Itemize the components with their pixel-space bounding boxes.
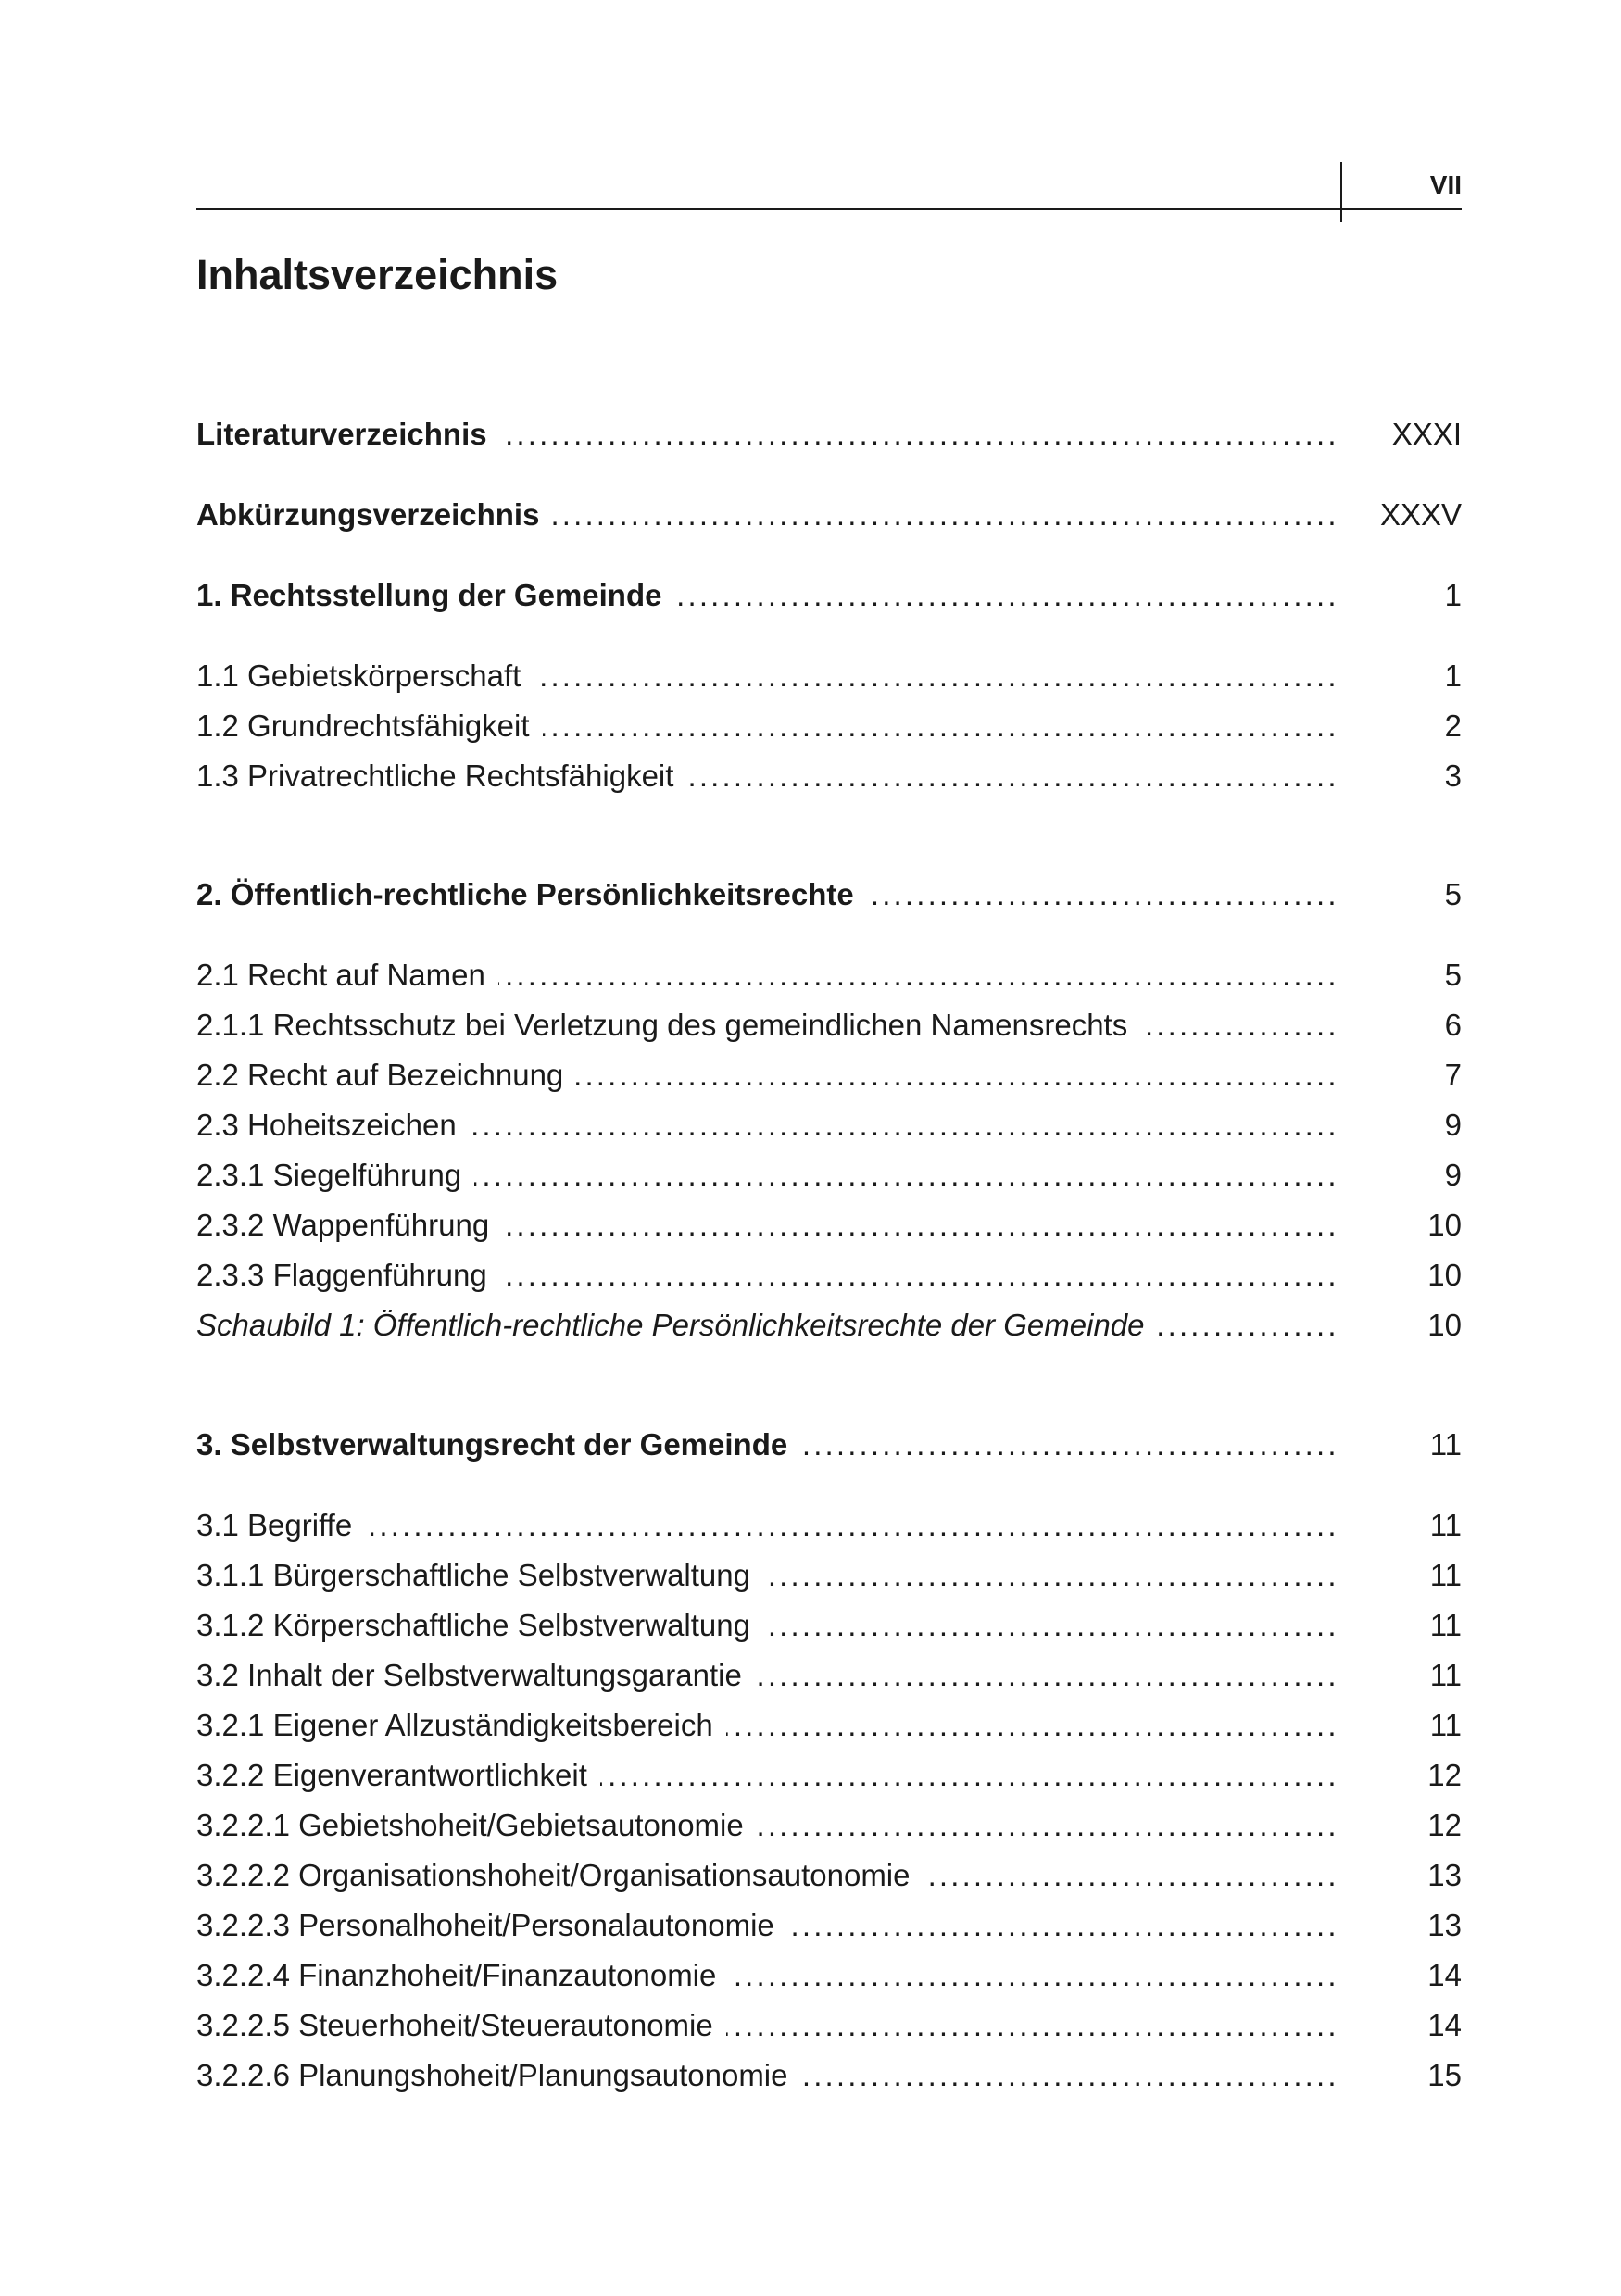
toc-entry-page: 10 <box>1427 1308 1462 1342</box>
toc-entry-page: 11 <box>1429 1508 1462 1542</box>
toc-entry <box>196 1804 1462 1847</box>
toc-entry-page: 12 <box>1427 1758 1462 1792</box>
toc-entry <box>196 1204 1462 1247</box>
toc-entry-title: Abkürzungsverzeichnis <box>196 497 552 532</box>
toc-entry-leader <box>196 1254 1341 1297</box>
toc-entry-title: 2.1 Recht auf Namen <box>196 958 498 992</box>
toc-entry-leader <box>196 705 1341 747</box>
toc-entry-title: 2.3 Hoheitszeichen <box>196 1108 470 1142</box>
toc-entry <box>196 954 1462 997</box>
toc-entry-title: 3.2.2.2 Organisationshoheit/Organisationsautonomie <box>196 1858 924 1892</box>
toc-entry-title: 2.3.1 Siegelführung <box>196 1158 474 1192</box>
toc-entry-page: 14 <box>1427 2008 1462 2042</box>
toc-entry <box>196 1004 1462 1047</box>
toc-entry <box>196 1604 1462 1647</box>
toc-entry <box>196 655 1462 697</box>
toc-entry-page: 11 <box>1429 1608 1462 1642</box>
toc-entry-title: 1.1 Gebietskörperschaft <box>196 659 534 693</box>
toc-entry-page: XXXI <box>1391 417 1462 451</box>
toc-entry-leader <box>196 1554 1341 1597</box>
toc-entry-leader <box>196 1704 1341 1747</box>
toc-entry-page: 15 <box>1427 2058 1462 2092</box>
toc-entry-title: 2.3.3 Flaggenführung <box>196 1258 500 1292</box>
toc-entry-leader <box>196 1954 1341 1997</box>
toc-entry-page: 11 <box>1429 1558 1462 1592</box>
toc-entry-title: 3.2 Inhalt der Selbstverwaltungsgarantie <box>196 1658 755 1692</box>
toc-entry <box>196 873 1462 916</box>
page-number: VII <box>1429 170 1462 199</box>
toc-entry-leader <box>196 1604 1341 1647</box>
toc-entry-title: 3.1 Begriffe <box>196 1508 365 1542</box>
toc-entry-leader <box>196 1204 1341 1247</box>
toc-entry-leader <box>196 1154 1341 1197</box>
toc-entry-title: 3.2.2.4 Finanzhoheit/Finanzautonomie <box>196 1958 729 1992</box>
toc-entry <box>196 1504 1462 1547</box>
toc-entry-title: 1.3 Privatrechtliche Rechtsfähigkeit <box>196 759 686 793</box>
toc-entry-page: 6 <box>1444 1008 1462 1042</box>
toc-entry-page: 14 <box>1427 1958 1462 1992</box>
toc-entry <box>196 1304 1462 1347</box>
toc-entry-page: 13 <box>1427 1908 1462 1942</box>
toc-entry-title: 3.2.2.1 Gebietshoheit/Gebietsautonomie <box>196 1808 757 1842</box>
toc-entry <box>196 1654 1462 1697</box>
toc-entry-page: 12 <box>1427 1808 1462 1842</box>
toc-entry-leader <box>196 2054 1341 2097</box>
toc-entry-leader <box>196 574 1341 617</box>
toc-entry-leader <box>196 1804 1341 1847</box>
toc-entry-title: 3.1.2 Körperschaftliche Selbstverwaltung <box>196 1608 763 1642</box>
toc-entry-page: 3 <box>1444 759 1462 793</box>
toc-entry-title: Schaubild 1: Öffentlich-rechtliche Persönlichkeitsrechte der Gemeinde <box>196 1308 1158 1342</box>
toc-entry <box>196 1254 1462 1297</box>
toc-entry-page: 5 <box>1444 958 1462 992</box>
toc-entry-page: 11 <box>1429 1708 1462 1742</box>
toc-entry <box>196 1904 1462 1947</box>
toc-entry-page: 1 <box>1444 578 1462 612</box>
toc-entry-page: 5 <box>1444 877 1462 911</box>
toc-entry <box>196 755 1462 797</box>
toc-entry-page: 10 <box>1427 1258 1462 1292</box>
toc-entry-page: XXXV <box>1379 497 1462 532</box>
toc-entry-leader <box>196 1854 1341 1897</box>
page-title: Inhaltsverzeichnis <box>196 251 559 298</box>
toc-entry-page: 7 <box>1444 1058 1462 1092</box>
toc-entry-leader <box>196 655 1341 697</box>
toc-entry-leader <box>196 755 1341 797</box>
toc-entry <box>196 1954 1462 1997</box>
toc-entry-leader <box>196 1424 1341 1466</box>
toc-entry-page: 11 <box>1429 1658 1462 1692</box>
toc-entry-title: 2. Öffentlich-rechtliche Persönlichkeitsrechte <box>196 877 867 911</box>
toc-entry-page: 2 <box>1444 709 1462 743</box>
toc-entry <box>196 413 1462 456</box>
toc-entry-title: 3.2.2.6 Planungshoheit/Planungsautonomie <box>196 2058 801 2092</box>
toc-entry <box>196 2004 1462 2047</box>
toc-entry-page: 9 <box>1444 1158 1462 1192</box>
toc-entry-title: Literaturverzeichnis <box>196 417 500 451</box>
toc-entry-title: 2.2 Recht auf Bezeichnung <box>196 1058 576 1092</box>
toc-entry <box>196 1104 1462 1147</box>
toc-entry-title: 1. Rechtsstellung der Gemeinde <box>196 578 674 612</box>
toc-entry <box>196 1154 1462 1197</box>
toc-entry-leader <box>196 1504 1341 1547</box>
toc-entry-leader <box>196 1104 1341 1147</box>
toc-entry <box>196 1424 1462 1466</box>
toc-entry <box>196 1704 1462 1747</box>
toc-entry-page: 9 <box>1444 1108 1462 1142</box>
header-rule <box>196 208 1462 210</box>
toc-entry <box>196 574 1462 617</box>
toc-entry <box>196 1554 1462 1597</box>
toc-entry-title: 3.1.1 Bürgerschaftliche Selbstverwaltung <box>196 1558 763 1592</box>
toc-entry-page: 11 <box>1429 1427 1462 1462</box>
toc-entry <box>196 705 1462 747</box>
toc-entry-title: 3.2.1 Eigener Allzuständigkeitsbereich <box>196 1708 726 1742</box>
toc-entry-title: 3.2.2 Eigenverantwortlichkeit <box>196 1758 600 1792</box>
toc-entry <box>196 2054 1462 2097</box>
toc-entry-leader <box>196 954 1341 997</box>
toc-entry-leader <box>196 2004 1341 2047</box>
toc-entry-leader <box>196 1654 1341 1697</box>
toc-entry-leader <box>196 1754 1341 1797</box>
toc-entry-leader <box>196 413 1341 456</box>
toc-entry-title: 2.3.2 Wappenführung <box>196 1208 502 1242</box>
toc-entry <box>196 1854 1462 1897</box>
toc-entry <box>196 1054 1462 1097</box>
toc-entry-title: 1.2 Grundrechtsfähigkeit <box>196 709 543 743</box>
toc-entry-leader <box>196 1304 1341 1347</box>
toc-entry <box>196 494 1462 536</box>
toc-entry-title: 3.2.2.5 Steuerhoheit/Steuerautonomie <box>196 2008 726 2042</box>
toc-entry <box>196 1754 1462 1797</box>
toc-entry-leader <box>196 1054 1341 1097</box>
header-vertical-rule <box>1340 162 1342 222</box>
toc-entry-title: 3.2.2.3 Personalhoheit/Personalautonomie <box>196 1908 787 1942</box>
toc-entry-leader <box>196 873 1341 916</box>
toc-entry-leader <box>196 1904 1341 1947</box>
toc-entry-leader <box>196 1004 1341 1047</box>
toc-entry-title: 3. Selbstverwaltungsrecht der Gemeinde <box>196 1427 800 1462</box>
toc-entry-leader <box>196 494 1341 536</box>
toc-entry-page: 10 <box>1427 1208 1462 1242</box>
toc-entry-page: 1 <box>1444 659 1462 693</box>
toc-entry-title: 2.1.1 Rechtsschutz bei Verletzung des gemeindlichen Namensrechts <box>196 1008 1140 1042</box>
toc-entry-page: 13 <box>1427 1858 1462 1892</box>
